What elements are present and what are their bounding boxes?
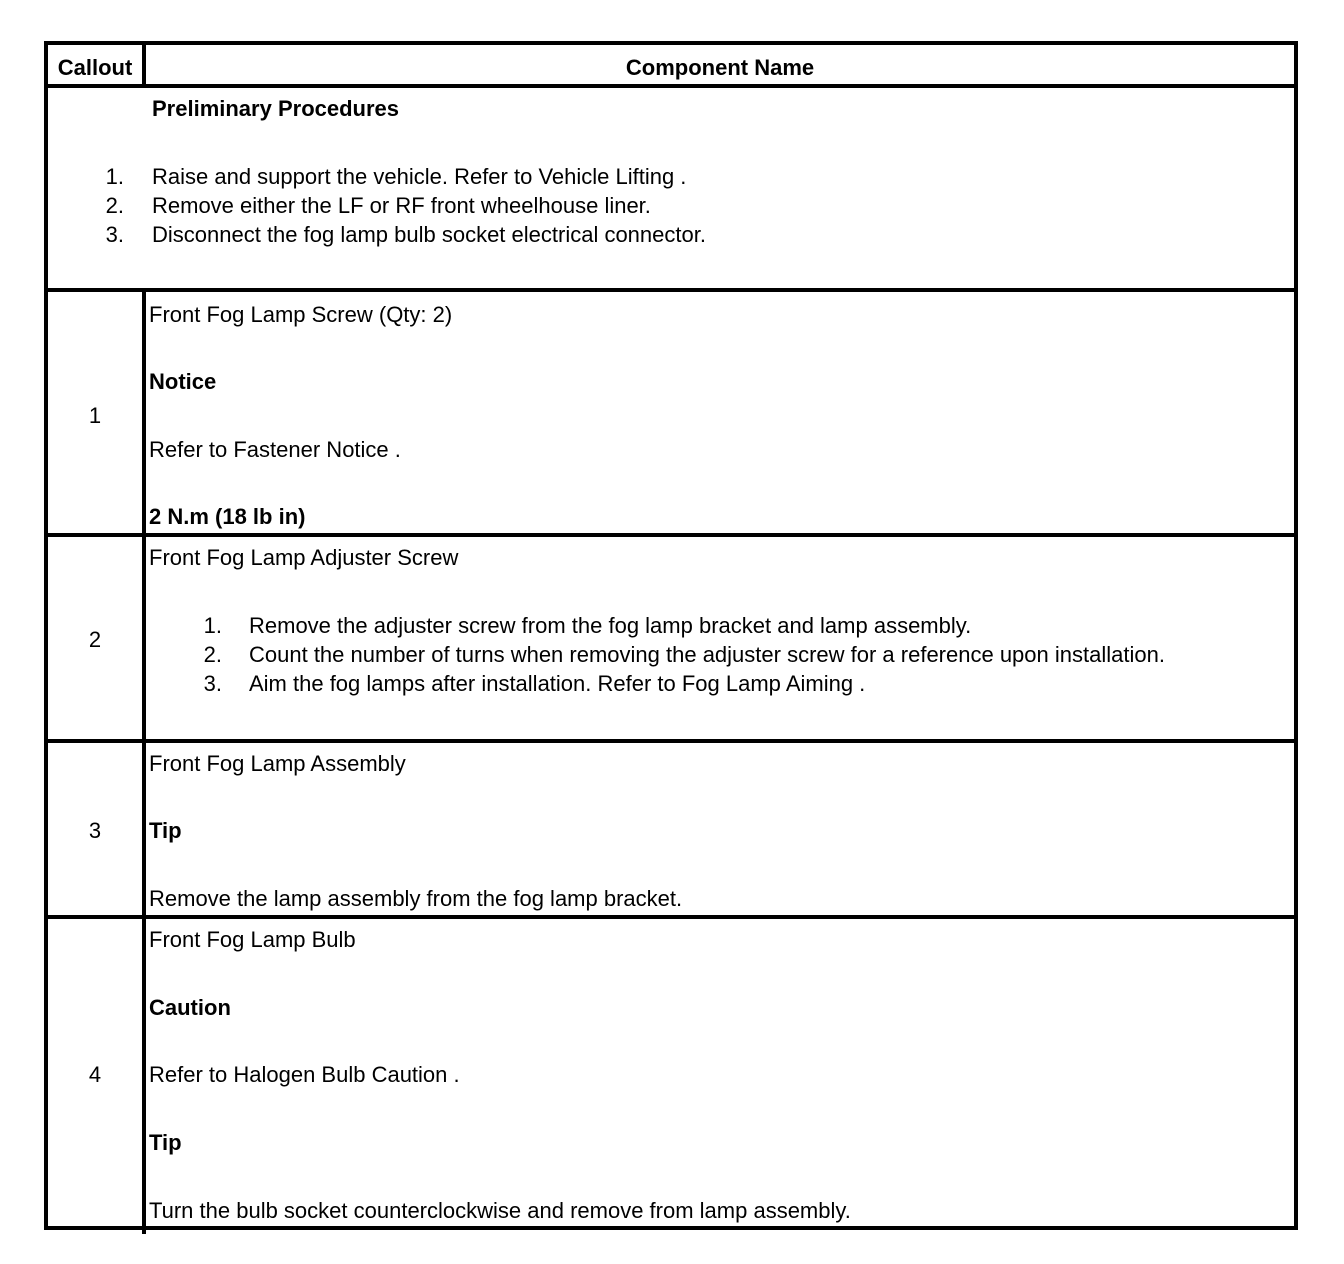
callout-number: 3 <box>88 818 102 843</box>
step-number: 2. <box>203 642 222 667</box>
component-name: Front Fog Lamp Bulb <box>149 927 356 952</box>
notice-text: Refer to Fastener Notice . <box>149 437 401 462</box>
column-divider-body <box>142 291 146 1234</box>
torque-spec: 2 N.m (18 lb in) <box>149 504 306 529</box>
step-number: 3. <box>203 671 222 696</box>
row-divider <box>48 739 1294 743</box>
row-divider <box>48 533 1294 537</box>
header-component-name: Component Name <box>625 55 815 80</box>
components-table <box>44 41 1298 1230</box>
tip-text: Turn the bulb socket counterclockwise and remove from lamp assembly. <box>149 1198 851 1223</box>
preliminary-step-number: 3. <box>105 222 124 247</box>
header-callout: Callout <box>57 55 133 80</box>
preliminary-title: Preliminary Procedures <box>152 96 400 121</box>
tip-label: Tip <box>149 818 182 843</box>
row-divider <box>48 915 1294 919</box>
step-text: Remove the adjuster screw from the fog lamp bracket and lamp assembly. <box>249 613 972 638</box>
preliminary-step-text: Remove either the LF or RF front wheelhouse liner. <box>152 193 651 218</box>
step-text: Count the number of turns when removing the adjuster screw for a reference upon installation. <box>249 642 1165 667</box>
notice-label: Notice <box>149 369 217 394</box>
tip-text: Remove the lamp assembly from the fog lamp bracket. <box>149 886 683 911</box>
row-divider <box>48 84 1294 88</box>
preliminary-step-number: 1. <box>105 164 124 189</box>
callout-number: 4 <box>88 1062 102 1087</box>
component-name: Front Fog Lamp Screw (Qty: 2) <box>149 302 453 327</box>
step-number: 1. <box>203 613 222 638</box>
preliminary-step-number: 2. <box>105 193 124 218</box>
caution-text: Refer to Halogen Bulb Caution . <box>149 1062 460 1087</box>
callout-number: 2 <box>88 627 102 652</box>
preliminary-step-text: Raise and support the vehicle. Refer to Vehicle Lifting . <box>152 164 687 189</box>
caution-label: Caution <box>149 995 231 1020</box>
callout-number: 1 <box>88 403 102 428</box>
component-name: Front Fog Lamp Assembly <box>149 751 406 776</box>
step-text: Aim the fog lamps after installation. Refer to Fog Lamp Aiming . <box>249 671 866 696</box>
preliminary-step-text: Disconnect the fog lamp bulb socket electrical connector. <box>152 222 706 247</box>
row-divider <box>48 288 1294 292</box>
tip-label: Tip <box>149 1130 182 1155</box>
component-name: Front Fog Lamp Adjuster Screw <box>149 545 459 570</box>
